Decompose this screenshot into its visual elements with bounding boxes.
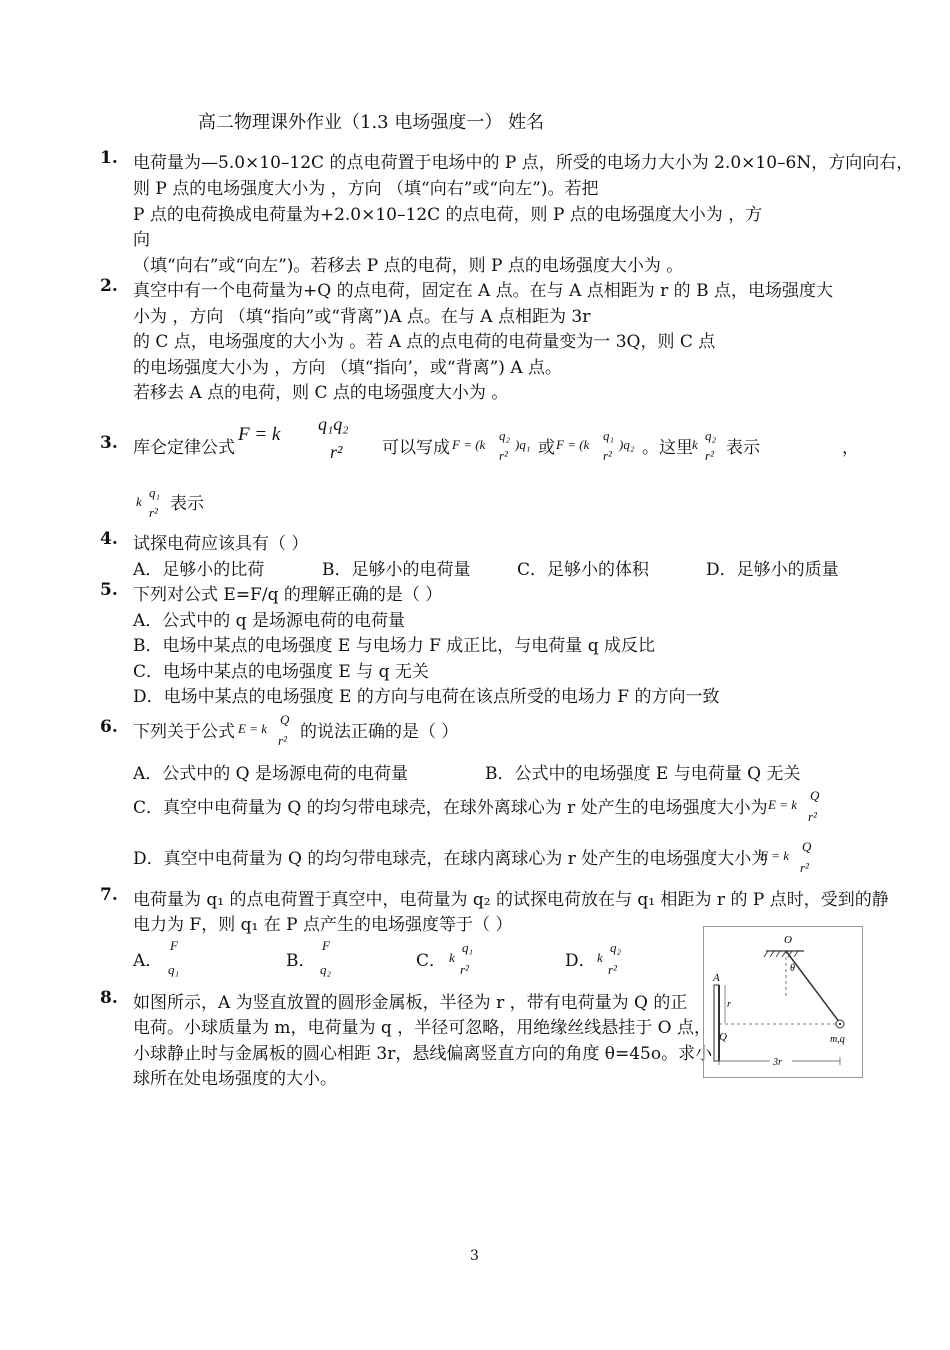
q4-option-d: D．足够小的质量 (706, 560, 839, 580)
q7-d-k: k (597, 950, 603, 965)
q3-formula3-tail: )q₂ (619, 437, 635, 452)
q3-biao2: 表示 (170, 494, 204, 514)
q1-line4: 向 (133, 230, 150, 250)
q8-diagram (704, 927, 862, 1077)
q6-option-b: B．公式中的电场强度 E 与电荷量 Q 无关 (485, 764, 801, 784)
q8-line2: 电荷。小球质量为 m，电荷量为 q ，半径可忽略，用绝缘丝线悬挂于 O 点， (133, 1018, 711, 1038)
fig-label-r: r (727, 999, 731, 1010)
q4-option-a: A．足够小的比荷 (133, 560, 265, 580)
q7-option-a: A． (133, 951, 163, 971)
q3-formula3-den: r² (603, 448, 612, 463)
q1-number: 1. (100, 148, 118, 168)
q7-b-den: q₂ (320, 962, 332, 977)
q7-a-num: F (170, 938, 178, 953)
q7-number: 7. (100, 885, 118, 905)
q8-line4: 球所在处电场强度的大小。 (133, 1069, 337, 1089)
q7-line1: 电荷量为 q₁ 的点电荷置于真空中，电荷量为 q₂ 的试探电荷放在与 q₁ 相距为 r 的 P 点时，受到的静 (133, 890, 889, 910)
q3-text-c: 。这里 (642, 438, 693, 458)
q5-stem: 下列对公式 E=F/q 的理解正确的是（ ） (133, 585, 443, 605)
q3-text-a: 库仑定律公式 (133, 438, 235, 458)
page-title: 高二物理课外作业（1.3 电场强度一） 姓名 (198, 112, 545, 133)
q4-number: 4. (100, 529, 118, 549)
q3-k-den: r² (705, 448, 714, 463)
q3-formula2-tail: )q₁ (515, 437, 531, 452)
q4-stem: 试探电荷应该具有（ ） (133, 534, 309, 554)
q3-formula3: F = (k (556, 437, 590, 452)
q3-number: 3. (100, 433, 118, 453)
q6-option-c: C．真空中电荷量为 Q 的均匀带电球壳，在球外离球心为 r 处产生的电场强度大小为 (133, 798, 768, 818)
q3-formula-den: r² (330, 442, 343, 462)
q7-d-num: q₂ (610, 940, 622, 955)
q1-line5: （填“向右”或“向左”)。若移去 P 点的电荷，则 P 点的电场强度大小为 。 (133, 256, 684, 276)
q7-b-num: F (322, 938, 330, 953)
q6-stem-a: 下列关于公式 (133, 722, 235, 742)
q8-number: 8. (100, 988, 118, 1008)
q3-text-b: 可以写成 (382, 438, 450, 458)
q8-line3: 小球静止时与金属板的圆心相距 3r，悬线偏离竖直方向的角度 θ=45o。求小 (133, 1044, 713, 1064)
q3-k2: k (136, 494, 142, 509)
fig-label-Q: Q (719, 1031, 727, 1043)
q5-option-d: D．电场中某点的电场强度 E 的方向与电荷在该点所受的电场力 F 的方向一致 (133, 687, 720, 707)
q2-line2: 小为 ，方向 （填“指向”或“背离”)A 点。在与 A 点相距为 3r (133, 307, 591, 327)
page-number: 3 (470, 1248, 479, 1264)
q5-option-a: A．公式中的 q 是场源电荷的电荷量 (133, 611, 405, 631)
fig-label-3r: 3r (773, 1057, 782, 1068)
q3-formula-num: q₁q₂ (318, 414, 349, 434)
q7-a-den: q₁ (168, 962, 180, 977)
q5-option-c: C．电场中某点的电场强度 E 与 q 无关 (133, 662, 429, 682)
q3-comma: ， (842, 438, 859, 458)
q6-d-formula: E = k (760, 848, 789, 863)
q8-figure (703, 926, 863, 1078)
q6-d-num: Q (802, 839, 812, 854)
q7-c-num: q₁ (462, 940, 474, 955)
fig-label-A: A (713, 972, 720, 984)
q7-option-c: C． (416, 951, 447, 971)
q6-formula: E = k (238, 721, 267, 736)
q7-c-den: r² (460, 962, 469, 977)
q3-or: 或 (538, 438, 555, 458)
q3-biao: 表示 (726, 438, 760, 458)
q7-option-d: D． (565, 951, 596, 971)
q6-formula-den: r² (278, 733, 287, 748)
q3-formula-main: F = k (238, 424, 281, 445)
q4-option-c: C．足够小的体积 (517, 560, 650, 580)
q2-line4: 的电场强度大小为 ，方向 （填“指向’，或“背离”) A 点。 (133, 358, 562, 378)
q7-d-den: r² (608, 962, 617, 977)
q6-stem-b: 的说法正确的是（ ） (300, 722, 459, 742)
q6-formula-num: Q (280, 712, 290, 727)
fig-label-O: O (784, 934, 792, 946)
q7-c-k: k (449, 950, 455, 965)
q1-line3: P 点的电荷换成电荷量为+2.0×10–12C 的点电荷，则 P 点的电场强度大小为 ，方 (133, 205, 763, 225)
q2-number: 2. (100, 276, 118, 296)
q7-option-b: B． (286, 951, 316, 971)
q6-option-a: A．公式中的 Q 是场源电荷的电荷量 (133, 764, 409, 784)
q2-line3: 的 C 点，电场强度的大小为 。若 A 点的点电荷的电荷量变为一 3Q，则 C 点 (133, 332, 716, 352)
q5-option-b: B．电场中某点的电场强度 E 与电场力 F 成正比，与电荷量 q 成反比 (133, 636, 656, 656)
q3-formula2-num: q₂ (499, 428, 511, 443)
q1-line2: 则 P 点的电场强度大小为 ，方向 （填“向右”或“向左”)。若把 (133, 179, 599, 199)
q6-c-num: Q (810, 788, 820, 803)
q3-k: k (692, 437, 698, 452)
q8-line1: 如图所示，A 为竖直放置的圆形金属板，半径为 r ，带有电荷量为 Q 的正 (133, 993, 688, 1013)
q7-line2: 电力为 F，则 q₁ 在 P 点产生的电场强度等于（ ） (133, 915, 513, 935)
fig-label-theta: θ (790, 963, 795, 974)
q2-line1: 真空中有一个电荷量为+Q 的点电荷，固定在 A 点。在与 A 点相距为 r 的 B 点，电场强度大 (133, 281, 833, 301)
q5-number: 5. (100, 580, 118, 600)
fig-label-mq: m,q (830, 1034, 845, 1045)
q6-option-d: D．真空中电荷量为 Q 的均匀带电球壳，在球内离球心为 r 处产生的电场强度大小为 (133, 849, 769, 869)
q3-k2-num: q₁ (149, 485, 161, 500)
q1-line1: 电荷量为—5.0×10–12C 的点电荷置于电场中的 P 点，所受的电场力大小为 2.0×10–6N，方向向右， (133, 153, 914, 173)
q6-c-den: r² (808, 809, 817, 824)
q6-number: 6. (100, 717, 118, 737)
q6-c-formula: E = k (768, 797, 797, 812)
q3-formula3-num: q₁ (603, 428, 615, 443)
q3-formula2: F = (k (452, 437, 486, 452)
q3-k2-den: r² (149, 505, 158, 520)
q4-option-b: B．足够小的电荷量 (322, 560, 471, 580)
q2-line5: 若移去 A 点的电荷，则 C 点的电场强度大小为 。 (133, 383, 509, 403)
q3-k-num: q₂ (705, 428, 717, 443)
q6-d-den: r² (800, 860, 809, 875)
q3-formula2-den: r² (499, 448, 508, 463)
